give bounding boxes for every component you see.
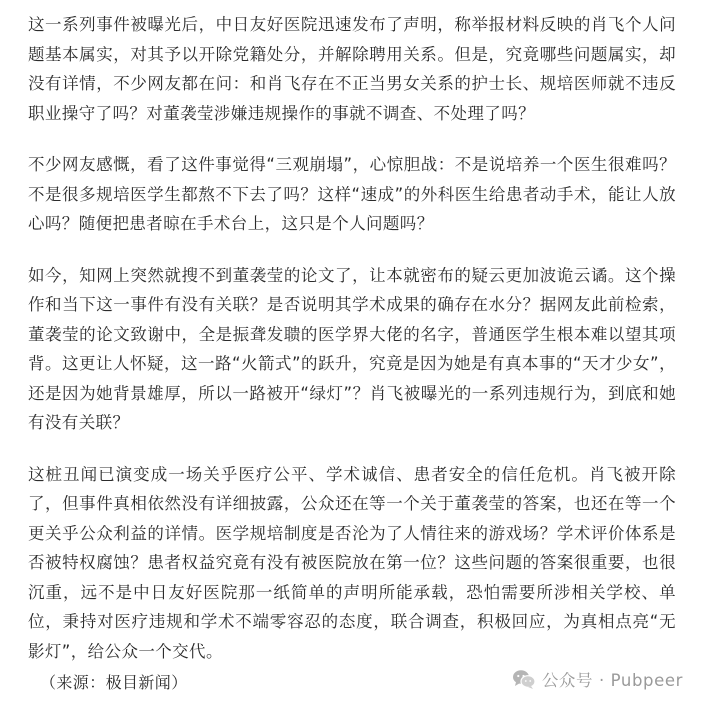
article-body <box>28 10 676 688</box>
wechat-watermark <box>512 667 683 691</box>
article-paragraph: 不少网友感慨，看了这件事觉得“三观崩塌”，心惊胆战：不是说培养一个医生很难吗？不是很多规培医学生都熬不下去了吗？这样“速成”的外科医生给患者动手术，能让人放心吗？随便把患者晾在手术台上，这只是个人问题吗？ <box>28 155 676 233</box>
article-paragraph: 这桩丑闻已演变成一场关乎医疗公平、学术诚信、患者安全的信任危机。肖飞被开除了，但事件真相依然没有详细披露，公众还在等一个关于董袭莹的答案，也还在等一个更关乎公众利益的详情。医学规培制度是否沦为了人情往来的游戏场？学术评价体系是否被特权腐蚀？患者权益究竟有没有被医院放在第一位？这些问题的答案很重要，也很沉重，远不是中日友好医院那一纸简单的声明所能承载，恐怕需要所涉相关学校、单位，秉持对医疗违规和学术不端零容忍的态度，联合调查，积极回应，为真相点亮“无影灯”，给公众一个交代。 <box>28 464 676 661</box>
article-paragraph: 如今，知网上突然就搜不到董袭莹的论文了，让本就密布的疑云更加波诡云谲。这个操作和当下这一事件有没有关联？是否说明其学术成果的确存在水分？据网友此前检索，董袭莹的论文致谢中，全是振聋发聩的医学界大佬的名字，普通医学生根本难以望其项背。这更让人怀疑，这一路“火箭式”的跃升，究竟是因为她是有真本事的“天才少女”，还是因为她背景雄厚，所以一路被开“绿灯”？肖飞被曝光的一系列违规行为，到底和她有没有关联？ <box>28 265 676 432</box>
article-source: （来源：极目新闻） <box>40 673 188 692</box>
article-paragraph: 这一系列事件被曝光后，中日友好医院迅速发布了声明，称举报材料反映的肖飞个人问题基本属实，对其予以开除党籍处分，并解除聘用关系。但是，究竟哪些问题属实，却没有详情，不少网友都在问：和肖飞存在不正当男女关系的护士长、规培医师就不违反职业操守了吗？对董袭莹涉嫌违规操作的事就不调查、不处理了吗？ <box>28 15 676 123</box>
wechat-icon <box>512 668 536 690</box>
watermark-text: 公众号 · Pubpeer <box>541 671 683 690</box>
